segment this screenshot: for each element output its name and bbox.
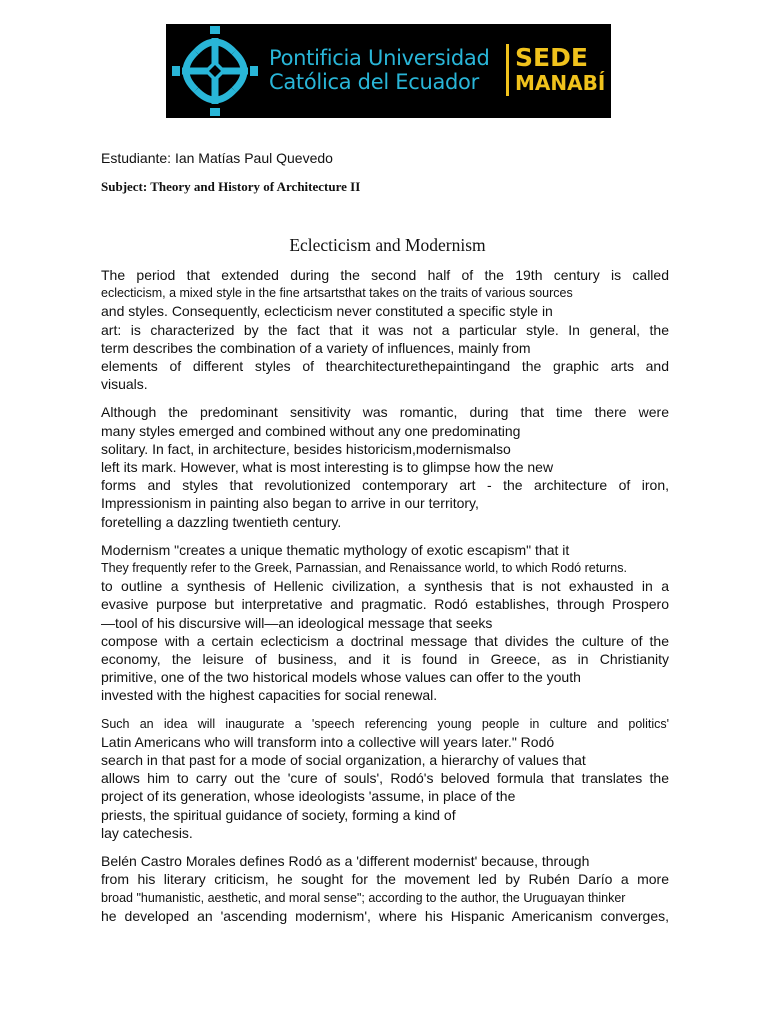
document-title: Eclecticism and Modernism — [289, 235, 486, 255]
text-line: compose with a certain eclecticism a doctrinal message that divides the culture of the — [101, 632, 669, 649]
text-line: art: is characterized by the fact that it was not a particular style. In general, the — [101, 321, 669, 338]
banner-divider — [506, 44, 509, 96]
paragraph — [101, 266, 669, 393]
text-line: Latin Americans who will transform into a collective will years later." Rodó — [101, 733, 555, 750]
text-line: —tool of his discursive will—an ideological message that seeks — [101, 614, 493, 631]
university-cross-logo — [172, 24, 258, 118]
text-line: to outline a synthesis of Hellenic civilization, a synthesis that is not exhausted in a — [101, 578, 669, 595]
text-line: Modernism "creates a unique thematic mythology of exotic escapism" that it — [101, 541, 570, 558]
text-line: lay catechesis. — [101, 824, 193, 841]
text-line: primitive, one of the two historical models whose values can offer to the youth — [101, 669, 581, 686]
text-line: term describes the combination of a variety of influences, mainly from — [101, 339, 531, 356]
subject-line: Subject: Theory and History of Architecture II — [101, 179, 361, 194]
text-line: The period that extended during the second half of the 19th century is called — [101, 267, 669, 283]
text-line: broad "humanistic, aesthetic, and moral sense"; according to the author, the Uruguayan thinker — [101, 890, 626, 905]
text-line: many styles emerged and combined without any one predominating — [101, 422, 521, 439]
paragraph — [101, 403, 669, 530]
text-line: evasive purpose but interpretative and pragmatic. Rodó establishes, through Prospero — [101, 596, 669, 613]
text-line: elements of different styles of thearchitecturethepaintingand the graphic arts and — [101, 358, 669, 375]
text-line: foretelling a dazzling twentieth century. — [101, 513, 342, 530]
university-name-line2: Católica del Ecuador — [269, 70, 479, 94]
text-line: he developed an 'ascending modernism', where his Hispanic Americanism converges, — [101, 907, 669, 924]
campus-name-line2: MANABÍ — [515, 71, 606, 95]
paragraph — [101, 715, 669, 842]
paragraph — [101, 541, 669, 705]
text-line: Such an idea will inaugurate a 'speech referencing young people in culture and politics' — [101, 716, 669, 731]
text-line: They frequently refer to the Greek, Parnassian, and Renaissance world, to which Rodó returns. — [101, 561, 627, 576]
text-line: solitary. In fact, in architecture, besides historicism,modernismalso — [101, 440, 511, 457]
paragraph — [101, 852, 669, 925]
text-line: from his literary criticism, he sought for the movement led by Rubén Darío a more — [101, 871, 669, 888]
text-line: and styles. Consequently, eclecticism never constituted a specific style in — [101, 303, 553, 320]
document-body — [101, 266, 669, 935]
text-line: eclecticism, a mixed style in the fine artsartsthat takes on the traits of various sources — [101, 286, 573, 301]
text-line: invested with the highest capacities for social renewal. — [101, 687, 438, 704]
text-line: allows him to carry out the 'cure of souls', Rodó's beloved formula that translates the — [101, 770, 669, 787]
text-line: visuals. — [101, 376, 148, 393]
text-line: forms and styles that revolutionized contemporary art - the architecture of iron, — [101, 477, 669, 494]
university-name-line1: Pontificia Universidad — [269, 46, 490, 70]
text-line: Although the predominant sensitivity was romantic, during that time there were — [101, 404, 669, 421]
text-line: Belén Castro Morales defines Rodó as a 'different modernist' because, through — [101, 853, 590, 870]
text-line: project of its generation, whose ideologists 'assume, in place of the — [101, 788, 516, 805]
text-line: left its mark. However, what is most interesting is to glimpse how the new — [101, 459, 554, 476]
text-line: economy, the leisure of business, and it is found in Greece, as in Christianity — [101, 651, 669, 668]
text-line: Impressionism in painting also began to arrive in our territory, — [101, 495, 479, 512]
text-line: search in that past for a mode of social organization, a hierarchy of values that — [101, 752, 586, 769]
campus-name — [515, 44, 605, 95]
campus-name-line1: SEDE — [515, 43, 588, 72]
text-line: priests, the spiritual guidance of society, forming a kind of — [101, 806, 456, 823]
university-banner — [166, 24, 611, 118]
student-name: Estudiante: Ian Matías Paul Quevedo — [101, 150, 333, 166]
university-name — [269, 46, 490, 94]
